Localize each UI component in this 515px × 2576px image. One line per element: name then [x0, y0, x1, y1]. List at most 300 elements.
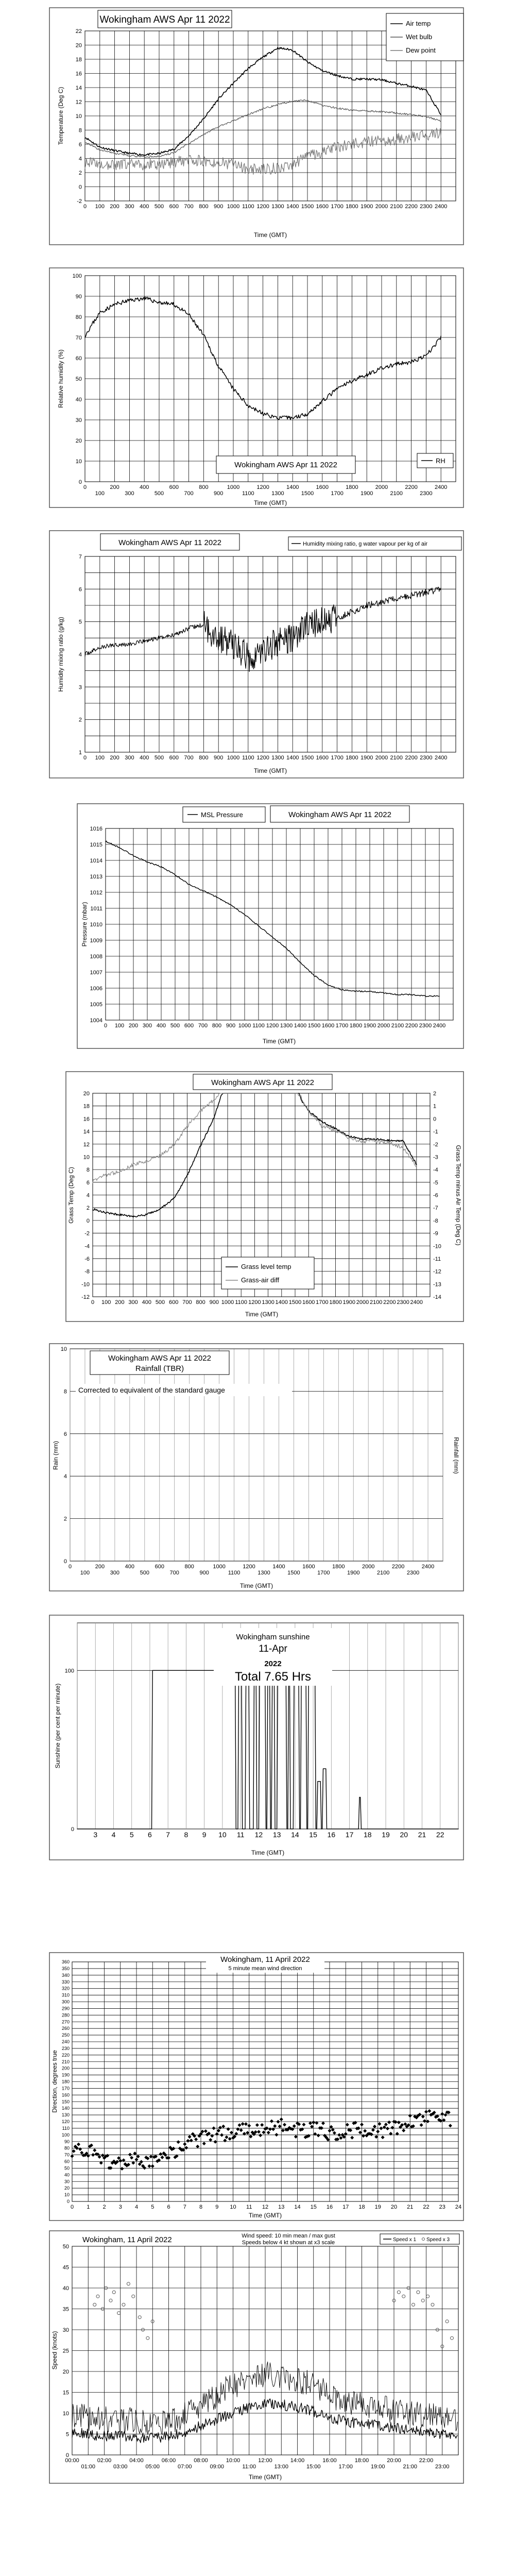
- x-tick-label: 1000: [221, 1299, 234, 1306]
- mixing-ratio-title: Wokingham AWS Apr 11 2022: [118, 538, 221, 547]
- x-tick-label: 11: [236, 1831, 245, 1839]
- y-tick-label: 120: [61, 2119, 70, 2124]
- x-tick-label: 800: [196, 1299, 205, 1306]
- wind-speed-title: Wokingham, 11 April 2022: [82, 2235, 172, 2244]
- y-tick-label: 90: [75, 294, 82, 300]
- x-tick-label: 1700: [317, 1570, 330, 1576]
- x-tick-label: 1200: [266, 1023, 279, 1029]
- x-tick-label: 1900: [363, 1023, 376, 1029]
- x-tick-label: 14:00: [290, 2458, 305, 2464]
- x-tick-label: 400: [140, 755, 149, 761]
- y-tick-label: 16: [83, 1116, 90, 1123]
- x-tick-label: 22: [436, 1831, 444, 1839]
- y-tick-label: 35: [62, 2306, 69, 2313]
- y-tick-label: 1008: [90, 954, 102, 960]
- x-tick-label: 300: [125, 204, 134, 210]
- x-tick-label: 2000: [362, 1564, 375, 1570]
- humidity-x-label: Time (GMT): [253, 499, 287, 506]
- y-tick-label: 80: [64, 2145, 70, 2151]
- x-tick-label: 1600: [302, 1299, 315, 1306]
- x-tick-label: 1100: [242, 755, 254, 761]
- x-tick-label: 1100: [242, 204, 254, 210]
- y-tick-label: 1007: [90, 970, 102, 976]
- x-tick-label: 200: [115, 1299, 125, 1306]
- x-tick-label: 300: [125, 490, 134, 497]
- legend-label-wet-bulb: Wet bulb: [406, 33, 433, 41]
- rainfall-y-label-right: Rainfall (mm): [453, 1437, 460, 1474]
- grass-title: Wokingham AWS Apr 11 2022: [211, 1078, 314, 1087]
- x-tick-label: 2300: [420, 490, 433, 497]
- x-tick-label: 4: [134, 2204, 139, 2210]
- y-tick-label: -2: [433, 1141, 438, 1148]
- y-tick-label: 170: [61, 2086, 70, 2091]
- x-tick-label: 11: [246, 2204, 252, 2210]
- x-tick-label: 0: [70, 2204, 74, 2210]
- y-tick-label: 360: [61, 1959, 70, 1964]
- x-tick-label: 20: [400, 1831, 408, 1839]
- x-tick-label: 21: [407, 2204, 414, 2210]
- x-tick-label: 900: [199, 1570, 209, 1576]
- temperature-panel: [49, 8, 464, 245]
- y-tick-label: -14: [433, 1294, 441, 1300]
- grass-x-label: Time (GMT): [245, 1311, 279, 1318]
- x-tick-label: 9: [202, 1831, 207, 1839]
- x-tick-label: 18: [358, 2204, 365, 2210]
- x-tick-label: 900: [209, 1299, 219, 1306]
- y-tick-label: 40: [62, 2285, 69, 2292]
- y-tick-label: -6: [84, 1256, 90, 1262]
- x-tick-label: 1600: [321, 1023, 335, 1029]
- sunshine-panel: [49, 1615, 464, 1860]
- sunshine-total: Total 7.65 Hrs: [234, 1670, 312, 1684]
- x-tick-label: 2300: [406, 1570, 420, 1576]
- y-tick-label: 0: [71, 1826, 74, 1833]
- sunshine-year: 2022: [264, 1659, 282, 1668]
- y-tick-label: -9: [433, 1230, 438, 1237]
- y-tick-label: 18: [83, 1103, 90, 1110]
- x-tick-label: 800: [212, 1023, 222, 1029]
- y-tick-label: 10: [62, 2411, 69, 2417]
- y-tick-label: 10: [60, 1346, 67, 1352]
- x-tick-label: 23:00: [435, 2464, 450, 2470]
- x-tick-label: 800: [184, 1564, 194, 1570]
- x-tick-label: 07:00: [177, 2464, 192, 2470]
- legend-label-grass-diff: Grass-air diff: [241, 1276, 280, 1284]
- x-tick-label: 2200: [383, 1299, 396, 1306]
- x-tick-label: 1900: [360, 490, 373, 497]
- x-tick-label: 1000: [227, 755, 240, 761]
- x-tick-label: 20: [390, 2204, 398, 2210]
- grass-panel: [66, 1072, 464, 1321]
- x-tick-label: 21:00: [403, 2464, 418, 2470]
- x-tick-label: 200: [110, 484, 119, 490]
- wind-direction-subtitle: 5 minute mean wind direction: [228, 1965, 302, 1972]
- x-tick-label: 12: [254, 1831, 263, 1839]
- y-tick-label: -10: [81, 1281, 90, 1288]
- x-tick-label: 0: [83, 204, 87, 210]
- y-tick-label: 90: [64, 2139, 70, 2144]
- y-tick-label: 210: [61, 2059, 70, 2064]
- x-tick-label: 0: [68, 1564, 72, 1570]
- x-tick-label: 4: [111, 1831, 116, 1839]
- x-tick-label: 900: [226, 1023, 236, 1029]
- x-tick-label: 200: [110, 204, 119, 210]
- wind-speed-x-label: Time (GMT): [248, 2473, 282, 2481]
- x-tick-label: 2400: [434, 204, 448, 210]
- y-tick-label: 220: [61, 2052, 70, 2058]
- x-tick-label: 1600: [316, 484, 329, 490]
- mixing-ratio-x-label: Time (GMT): [253, 767, 287, 774]
- y-tick-label: 1: [433, 1103, 437, 1110]
- y-tick-label: 14: [75, 85, 82, 91]
- y-tick-label: 20: [64, 2185, 70, 2191]
- x-tick-label: 200: [110, 755, 119, 761]
- x-tick-label: 1: [87, 2204, 90, 2210]
- y-tick-label: 20: [62, 2369, 69, 2375]
- x-tick-label: 20:00: [387, 2458, 401, 2464]
- y-tick-label: 30: [75, 417, 82, 423]
- y-tick-label: 40: [64, 2172, 70, 2178]
- x-tick-label: 12:00: [258, 2458, 272, 2464]
- wind-direction-y-label: Direction, degrees true: [51, 2050, 58, 2113]
- x-tick-label: 400: [140, 204, 149, 210]
- sunshine-x-label: Time (GMT): [251, 1849, 285, 1856]
- x-tick-label: 2100: [390, 490, 403, 497]
- x-tick-label: 3: [93, 1831, 98, 1839]
- x-tick-label: 19: [382, 1831, 390, 1839]
- x-tick-label: 2100: [376, 1570, 390, 1576]
- x-tick-label: 1500: [301, 490, 314, 497]
- y-tick-label: 4: [63, 1473, 67, 1480]
- y-tick-label: 2: [433, 1091, 437, 1097]
- x-tick-label: 2200: [391, 1564, 405, 1570]
- y-tick-label: 340: [61, 1972, 70, 1978]
- x-tick-label: 700: [184, 204, 194, 210]
- x-tick-label: 2400: [434, 484, 448, 490]
- humidity-panel: [49, 268, 464, 507]
- x-tick-label: 9: [215, 2204, 219, 2210]
- humidity-title: Wokingham AWS Apr 11 2022: [234, 461, 337, 469]
- x-tick-label: 1300: [280, 1023, 293, 1029]
- y-tick-label: 100: [72, 273, 82, 279]
- y-tick-label: -5: [433, 1179, 438, 1186]
- x-tick-label: 600: [169, 1299, 179, 1306]
- y-tick-label: 0: [65, 2452, 69, 2459]
- y-tick-label: -8: [433, 1217, 438, 1224]
- rainfall-panel: [49, 1344, 464, 1591]
- y-tick-label: 2: [86, 1205, 90, 1212]
- humidity-y-label: Relative humidity (%): [57, 349, 64, 408]
- wind-speed-y-label: Speed (knots): [51, 2331, 58, 2370]
- y-tick-label: 150: [61, 2099, 70, 2105]
- x-tick-label: 1700: [316, 1299, 329, 1306]
- y-tick-label: -10: [433, 1243, 441, 1250]
- x-tick-label: 2300: [419, 1023, 432, 1029]
- x-tick-label: 0: [83, 484, 87, 490]
- y-tick-label: 1010: [90, 922, 102, 928]
- temperature-y-label: Temperature (Deg C): [57, 87, 64, 145]
- x-tick-label: 1700: [335, 1023, 349, 1029]
- y-tick-label: 110: [62, 2125, 70, 2131]
- y-tick-label: 1004: [90, 1018, 102, 1024]
- x-tick-label: 100: [101, 1299, 111, 1306]
- x-tick-label: 17:00: [338, 2464, 353, 2470]
- x-tick-label: 1300: [271, 204, 284, 210]
- x-tick-label: 11:00: [242, 2464, 256, 2470]
- x-tick-label: 6: [148, 1831, 152, 1839]
- x-tick-label: 700: [198, 1023, 208, 1029]
- y-tick-label: 25: [62, 2348, 69, 2354]
- x-tick-label: 700: [184, 490, 194, 497]
- x-tick-label: 1600: [316, 755, 329, 761]
- x-tick-label: 1900: [360, 755, 373, 761]
- y-tick-label: 350: [61, 1965, 70, 1971]
- x-tick-label: 1300: [262, 1299, 274, 1306]
- x-tick-label: 17: [342, 2204, 349, 2210]
- x-tick-label: 600: [169, 484, 179, 490]
- sunshine-date: 11-Apr: [259, 1643, 287, 1654]
- x-tick-label: 05:00: [145, 2464, 160, 2470]
- y-tick-label: -3: [433, 1154, 438, 1161]
- x-tick-label: 2400: [421, 1564, 435, 1570]
- x-tick-label: 2: [102, 2204, 106, 2210]
- x-tick-label: 1300: [271, 490, 284, 497]
- temperature-x-label: Time (GMT): [253, 231, 287, 239]
- x-tick-label: 800: [199, 204, 209, 210]
- x-tick-label: 2400: [410, 1299, 423, 1306]
- x-tick-label: 1800: [346, 204, 358, 210]
- x-tick-label: 2100: [369, 1299, 383, 1306]
- pressure-panel: [77, 804, 464, 1048]
- x-tick-label: 1800: [349, 1023, 363, 1029]
- rainfall-y-label: Rain (mm): [52, 1441, 59, 1470]
- y-tick-label: 18: [75, 57, 82, 63]
- rainfall-annotation: Corrected to equivalent of the standard gauge: [78, 1386, 225, 1394]
- x-tick-label: 1400: [272, 1564, 285, 1570]
- x-tick-label: 1900: [342, 1299, 356, 1306]
- x-tick-label: 1600: [316, 204, 329, 210]
- legend-label-air-temp: Air temp: [406, 20, 431, 27]
- wind-speed-subtitle-2: Speeds below 4 kt shown at x3 scale: [242, 2240, 335, 2246]
- pressure-title: Wokingham AWS Apr 11 2022: [288, 810, 391, 819]
- x-tick-label: 600: [154, 1564, 164, 1570]
- y-tick-label: -11: [433, 1256, 441, 1262]
- x-tick-label: 1800: [346, 755, 358, 761]
- x-tick-label: 16:00: [322, 2458, 337, 2464]
- x-tick-label: 17: [345, 1831, 354, 1839]
- x-tick-label: 500: [154, 490, 164, 497]
- x-tick-label: 08:00: [194, 2458, 208, 2464]
- y-tick-label: 7: [78, 554, 82, 560]
- y-tick-label: 15: [62, 2389, 69, 2396]
- x-tick-label: 1700: [331, 490, 344, 497]
- x-tick-label: 1100: [235, 1299, 248, 1306]
- y-tick-label: 10: [75, 113, 82, 120]
- rainfall-subtitle: Rainfall (TBR): [135, 1364, 184, 1373]
- legend-label-dew-point: Dew point: [406, 46, 436, 54]
- y-tick-label: 230: [61, 2045, 70, 2051]
- y-tick-label: 280: [61, 2012, 70, 2018]
- y-tick-label: -6: [433, 1192, 438, 1199]
- y-tick-label: 0: [78, 479, 82, 485]
- y-tick-label: 10: [83, 1154, 90, 1161]
- x-tick-label: 1400: [294, 1023, 307, 1029]
- y-tick-label: 180: [61, 2079, 70, 2084]
- rainfall-x-label: Time (GMT): [239, 1582, 273, 1589]
- x-tick-label: 2200: [405, 484, 418, 490]
- y-tick-label: 45: [62, 2264, 69, 2271]
- legend-label-speed-x3: Speed x 3: [426, 2237, 450, 2243]
- y-tick-label: 22: [75, 28, 82, 35]
- y-tick-label: -1: [433, 1129, 438, 1136]
- y-tick-label: 0: [66, 2199, 70, 2204]
- y-tick-label: 100: [64, 1668, 74, 1674]
- y-tick-label: 70: [64, 2152, 70, 2158]
- wind-direction-panel: [49, 1953, 464, 2221]
- y-tick-label: 4: [78, 156, 82, 162]
- y-tick-label: 260: [61, 2026, 70, 2031]
- y-tick-label: 3: [78, 684, 82, 691]
- wind-speed-panel: [49, 2231, 464, 2483]
- y-tick-label: 190: [61, 2072, 70, 2078]
- y-tick-label: 6: [78, 586, 82, 593]
- y-tick-label: 10: [64, 2192, 70, 2198]
- x-tick-label: 2100: [391, 1023, 404, 1029]
- x-tick-label: 09:00: [210, 2464, 225, 2470]
- x-tick-label: 1300: [271, 755, 284, 761]
- x-tick-label: 7: [183, 2204, 186, 2210]
- y-tick-label: 14: [83, 1129, 90, 1136]
- y-tick-label: 12: [83, 1141, 90, 1148]
- x-tick-label: 1400: [275, 1299, 288, 1306]
- x-tick-label: 800: [199, 755, 209, 761]
- x-tick-label: 400: [142, 1299, 151, 1306]
- x-tick-label: 1500: [301, 204, 314, 210]
- y-tick-label: 270: [61, 2019, 70, 2025]
- x-tick-label: 1700: [331, 204, 344, 210]
- y-tick-label: 50: [62, 2244, 69, 2250]
- y-tick-label: -12: [433, 1268, 441, 1275]
- x-tick-label: 300: [110, 1570, 120, 1576]
- rainfall-title: Wokingham AWS Apr 11 2022: [108, 1354, 211, 1363]
- y-tick-label: 70: [75, 335, 82, 341]
- x-tick-label: 5: [151, 2204, 154, 2210]
- x-tick-label: 03:00: [113, 2464, 128, 2470]
- y-tick-label: 12: [75, 99, 82, 106]
- x-tick-label: 1800: [346, 484, 358, 490]
- y-tick-label: 0: [63, 1558, 67, 1565]
- x-tick-label: 1500: [307, 1023, 321, 1029]
- x-tick-label: 300: [125, 755, 134, 761]
- x-tick-label: 02:00: [97, 2458, 112, 2464]
- y-tick-label: -8: [84, 1268, 90, 1275]
- y-tick-label: 0: [78, 184, 82, 191]
- x-tick-label: 300: [142, 1023, 152, 1029]
- x-tick-label: 2300: [420, 204, 433, 210]
- x-tick-label: 600: [169, 204, 179, 210]
- y-tick-label: 1011: [90, 906, 102, 912]
- x-tick-label: 1000: [227, 484, 240, 490]
- sunshine-y-label: Sunshine (per cent per minute): [54, 1683, 61, 1769]
- x-tick-label: 700: [182, 1299, 192, 1306]
- x-tick-label: 700: [169, 1570, 179, 1576]
- y-tick-label: 250: [61, 2032, 70, 2038]
- x-tick-label: 10:00: [226, 2458, 241, 2464]
- x-tick-label: 1400: [286, 204, 299, 210]
- x-tick-label: 1000: [213, 1564, 226, 1570]
- mixing-ratio-panel: [49, 531, 464, 778]
- y-tick-label: 60: [75, 355, 82, 362]
- y-tick-label: 4: [86, 1192, 90, 1199]
- grass-y-label-left: Grass Temp (Deg C): [67, 1167, 75, 1224]
- x-tick-label: 06:00: [161, 2458, 176, 2464]
- y-tick-label: 8: [63, 1388, 67, 1395]
- y-tick-label: 6: [63, 1431, 67, 1437]
- x-tick-label: 8: [199, 2204, 203, 2210]
- x-tick-label: 2000: [375, 755, 388, 761]
- y-tick-label: 1013: [90, 874, 102, 880]
- y-tick-label: 2: [63, 1516, 67, 1522]
- x-tick-label: 15:00: [306, 2464, 321, 2470]
- x-tick-label: 5: [129, 1831, 134, 1839]
- y-tick-label: 1005: [90, 1002, 102, 1008]
- sunshine-title: Wokingham sunshine: [236, 1633, 310, 1641]
- x-tick-label: 600: [169, 755, 179, 761]
- x-tick-label: 15: [310, 2204, 317, 2210]
- legend-label-rh: RH: [436, 457, 445, 465]
- x-tick-label: 2000: [356, 1299, 369, 1306]
- y-tick-label: -2: [84, 1230, 90, 1237]
- x-tick-label: 1400: [286, 484, 299, 490]
- x-tick-label: 23: [439, 2204, 445, 2210]
- x-tick-label: 1500: [287, 1570, 300, 1576]
- y-tick-label: 100: [61, 2132, 70, 2138]
- grass-legend: [221, 1257, 314, 1289]
- x-tick-label: 2200: [405, 755, 418, 761]
- x-tick-label: 1200: [256, 484, 269, 490]
- x-tick-label: 1100: [228, 1570, 241, 1576]
- x-tick-label: 3: [118, 2204, 122, 2210]
- x-tick-label: 1700: [331, 755, 344, 761]
- legend-label-mixing-ratio: Humidity mixing ratio, g water vapour per kg of air: [303, 541, 428, 547]
- rainfall-plot-area: [70, 1349, 443, 1561]
- y-tick-label: 5: [65, 2431, 69, 2438]
- x-tick-label: 0: [91, 1299, 95, 1306]
- x-tick-label: 1200: [256, 204, 269, 210]
- y-tick-label: 50: [75, 376, 82, 382]
- x-tick-label: 100: [114, 1023, 125, 1029]
- x-tick-label: 600: [184, 1023, 194, 1029]
- y-tick-label: -4: [433, 1167, 438, 1174]
- x-tick-label: 1000: [238, 1023, 251, 1029]
- y-tick-label: 10: [75, 459, 82, 465]
- x-tick-label: 500: [155, 1299, 165, 1306]
- y-tick-label: 2: [78, 717, 82, 723]
- y-tick-label: 200: [61, 2065, 70, 2071]
- x-tick-label: 800: [199, 484, 209, 490]
- y-tick-label: 60: [64, 2159, 70, 2164]
- y-tick-label: 20: [75, 438, 82, 444]
- y-tick-label: 1012: [90, 890, 102, 896]
- x-tick-label: 2000: [375, 484, 388, 490]
- y-tick-label: 8: [78, 127, 82, 134]
- x-tick-label: 100: [95, 490, 105, 497]
- x-tick-label: 900: [214, 204, 224, 210]
- x-tick-label: 400: [140, 484, 149, 490]
- x-tick-label: 2200: [405, 1023, 418, 1029]
- x-tick-label: 1400: [286, 755, 299, 761]
- x-tick-label: 1600: [302, 1564, 315, 1570]
